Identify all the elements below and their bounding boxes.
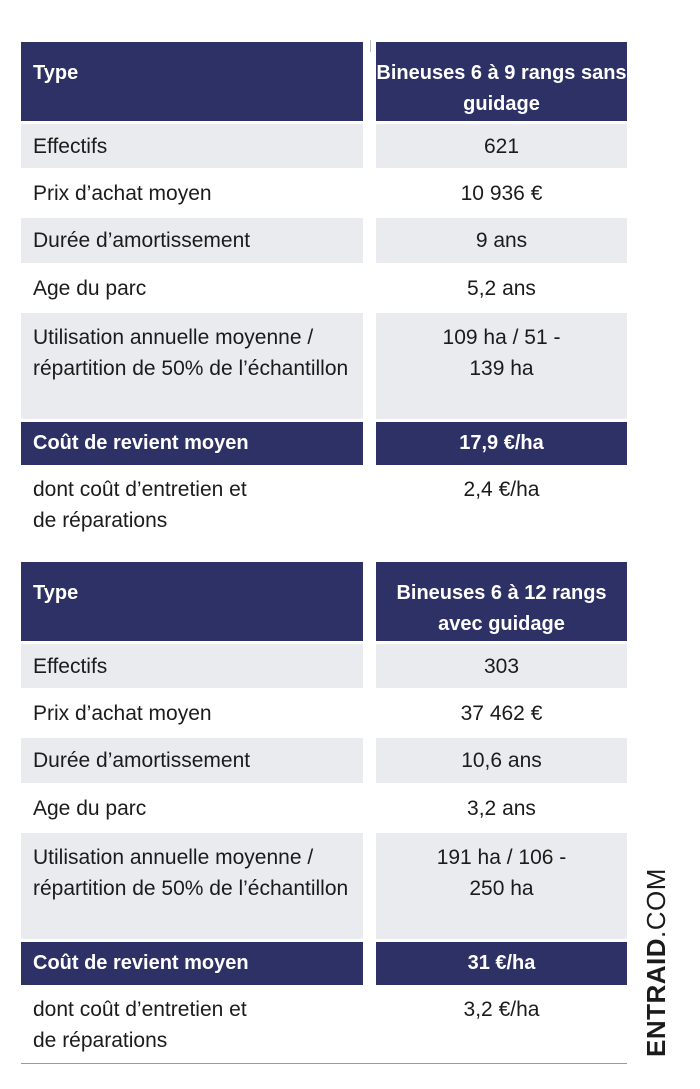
row-label: Prix d’achat moyen [21, 171, 363, 215]
header-value: Bineuses 6 à 12 rangs avec guidage [376, 562, 627, 641]
row-label: Prix d’achat moyen [21, 691, 363, 735]
cost-row [21, 422, 627, 465]
row-label: Utilisation annuelle moyenne / répartition de 50% de l’échantillon [21, 313, 363, 419]
cost-table-2 [21, 562, 627, 1066]
table-row [21, 833, 627, 939]
table-row [21, 171, 627, 215]
brand-bold: ENTRAID [641, 937, 671, 1057]
brand-logo [641, 847, 675, 1057]
row-value: 10,6 ans [376, 738, 627, 783]
row-value: 9 ans [376, 218, 627, 263]
table-header-row [21, 42, 627, 121]
row-label: Durée d’amortissement [21, 738, 363, 783]
row-value: 3,2 ans [376, 786, 627, 830]
maintenance-row [21, 468, 627, 543]
row-value: 303 [376, 644, 627, 688]
table-row [21, 786, 627, 830]
row-value: 621 [376, 124, 627, 168]
maintenance-value: 3,2 €/ha [376, 988, 627, 1063]
header-label: Type [21, 42, 363, 121]
table-row [21, 218, 627, 263]
table-row [21, 691, 627, 735]
cost-row [21, 942, 627, 985]
cost-label: Coût de revient moyen [21, 942, 363, 985]
table-row [21, 738, 627, 783]
bottom-rule [21, 1063, 627, 1064]
cost-value: 17,9 €/ha [376, 422, 627, 465]
row-value: 10 936 € [376, 171, 627, 215]
row-label: Durée d’amortissement [21, 218, 363, 263]
table-header-row [21, 562, 627, 641]
row-label: Age du parc [21, 266, 363, 310]
table-row [21, 313, 627, 419]
table-row [21, 124, 627, 168]
row-value: 5,2 ans [376, 266, 627, 310]
cost-value: 31 €/ha [376, 942, 627, 985]
row-label: Effectifs [21, 124, 363, 168]
column-divider-tick [370, 40, 371, 52]
maintenance-value: 2,4 €/ha [376, 468, 627, 543]
maintenance-label: dont coût d’entretien et de réparations [21, 988, 363, 1063]
row-value: 191 ha / 106 - 250 ha [376, 833, 627, 939]
row-value: 109 ha / 51 - 139 ha [376, 313, 627, 419]
table-row [21, 644, 627, 688]
cost-label: Coût de revient moyen [21, 422, 363, 465]
row-label: Utilisation annuelle moyenne / répartition de 50% de l’échantillon [21, 833, 363, 939]
row-value: 37 462 € [376, 691, 627, 735]
header-label: Type [21, 562, 363, 641]
brand-light: .COM [641, 868, 671, 938]
maintenance-label: dont coût d’entretien et de réparations [21, 468, 363, 543]
maintenance-row [21, 988, 627, 1063]
row-label: Age du parc [21, 786, 363, 830]
row-label: Effectifs [21, 644, 363, 688]
header-value: Bineuses 6 à 9 rangs sans guidage [376, 42, 627, 121]
cost-table-1 [21, 42, 627, 546]
table-row [21, 266, 627, 310]
